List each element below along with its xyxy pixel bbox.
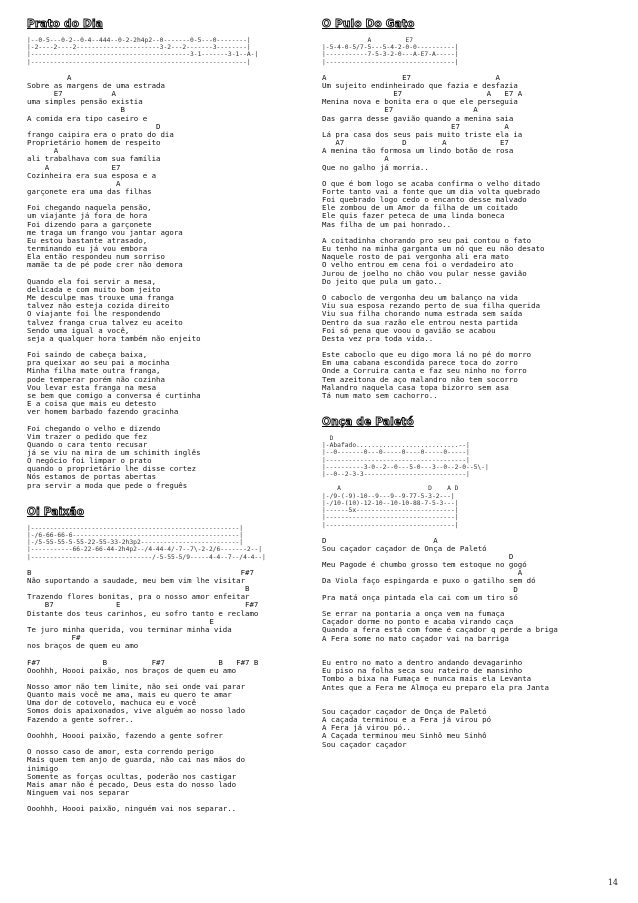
song-title-onca-de-paleto: Onça de Paletó	[322, 416, 414, 429]
left-column	[27, 18, 327, 829]
song-title-prato-do-dia: Prato do Dia	[27, 18, 104, 30]
right-column	[322, 18, 622, 765]
lyrics-onca-de-paleto: D A Sou caçador caçador de Onça de Paletó D Meu Pagode é chumbo grosso tem estoque no gogó A Da Viola faço espingarda e puxo o gatilho sem dó D Pra matá onça pintada ela cai com um tiro só Se errar na pontaria a onça vem na fumaça Caçador dorme no ponto e acaba virando caça Quando a fera está com fome é caçador q perde a briga A Fera some no mato caçador vai na barriga Eu entro no mato a dentro andando devagarinho Eu piso na folha seca sou rateiro de mansinho Tombo a bixa na Fumaça e nunca mais ela Levanta Antes que a Fera me Almoça eu preparo ela pra Janta Sou caçador caçador de Onça de Paletó A caçada terminou e a Fera já virou pó A Fera já virou pó.. A Caçada terminou meu Sinhô meu Sinhô Sou caçador caçador	[322, 536, 558, 749]
lyrics-o-pulo-do-gato: A E7 A Um sujeito endinheirado que fazia e desfazia E7 A E7 A Menina nova e bonita era o que ele perseguia E7 A Das garra desse gavião quando a menina saia E7 A Lá pra casa dos seus pais muito triste ela ia A7 D A E7 A menina tão formosa um lindo botão de rosa A Que no galho já morria.. O que é bom logo se acaba confirma o velho ditado Forte tanto vai a fonte que um dia volta quebrado Foi quebrado logo cedo o encanto desse malvado Ele zombou de um Amor da filha de um coitado Ele quis fazer peteca de uma linda boneca Mas filha de um pai honrado.. A coitadinha chorando pro seu pai contou o fato Eu tenho na minha garganta um nó que eu não desato Naquele rosto de pai vergonha ali era mato O velho entrou em cena foi o verdadeiro ato Jurou de joelho no chão vou pular nesse gavião Do jeito que pula um gato.. O caboclo de vergonha deu um balanço na vida Viu sua esposa rezando perto de sua filha querida Viu sua filha chorando numa estrada sem saída Dentro da sua razão ele entrou nesta partida Foi só pena que voou o gavião se acabou Desta vez pra toda vida.. Este caboclo que eu digo mora lá no pé do morro Em uma cabana escondida parece toca do zorro Onde a Corruira canta e faz seu ninho no forro Tem azeitona de aço malandro não tem socorro Malandro naquela casa topa bizorro sem asa Tá num mato sem cachorro..	[322, 73, 545, 400]
page-number: 14	[607, 878, 618, 887]
song-title-oi-paixao: Oi Paixão	[27, 505, 85, 518]
tablature-prato-do-dia: |--0-5---0-2--0-4--444--0-2-2h4p2--0-------0-5---0--------| |-2----2----2----------------------3-2---2-------3--------| |------------------------------------------3-1-------3-1--A-| |---------------------------------------------------------|	[27, 37, 259, 66]
lyrics-oi-paixao: B F#7 Não suportando a saudade, meu bem vim lhe visitar B Trazendo flores bonitas, pra o nosso amor enfeitar B7 E F#7 Distante dos teus carinhos, eu sofro tanto e reclamo E Te juro minha querida, vou terminar minha vida F# nos braços de quem eu amo F#7 B F#7 B F#7 B Ooohhh, Hoooi paixão, nos braços de quem eu amo Nosso amor não tem limite, não sei onde vai parar Quanto mais você me ama, mais eu quero te amar Uma dor de cotovelo, machuca eu e você Somos dois apaixonados, vive alguém ao nosso lado Fazendo a gente sofrer.. Ooohhh, Hoooi paixão, fazendo a gente sofrer O nosso caso de amor, esta correndo perigo Mais quem tem anjo de guarda, não cai nas mãos do inimigo Somente as forças ocultas, poderão nos castigar Mais amar não é pecado, Deus esta do nosso lado Ninguem vai nos separar Ooohhh, Hoooi paixão, ninguém vai nos separar..	[27, 568, 259, 814]
song-title-o-pulo-do-gato: O Pulo Do Gato	[322, 18, 415, 30]
tablature-oi-paixao: |-------------------------------------------------------| |-/6-66-66-6--------------------------------------------| |-/5-55-55-5-55-22-55-33-2h3p2--------------------------| |-----------66-22-66-44-2h4p2--/4-44-4/-7--7\-2-2/6-------2--| |--------------------------------/-5-55-5/9-----4-4--7--/4-4--|	[27, 524, 266, 561]
tablature-onca-de-paleto: D |-Abafado...........................--| |--0-------0---0-----0----0-----0-----| |-------------------------------------| |----------3-0--2--0---5-0---3--0--2-0--5\-| |--0--2-3-3---------------------------| A D A D |-/9-(-9)-10--9---9--9-77-5-3-2---| |-/10-(10)-12-10--10-10-88-7-5-3---| |------5x--------------------------| |----------------------------------| |----------------------------------|	[322, 435, 489, 529]
tablature-o-pulo-do-gato: A E7 |-5-4-0-5/7-5---5-4-2-0-0----------| |-----------7-5-3-2-0---A-E7-A-----| |----------------------------------|	[322, 37, 459, 66]
lyrics-prato-do-dia: A Sobre as margens de uma estrada E7 A uma simples pensão existia B A comida era tipo caseiro e D frango caipira era o prato do dia Proprietário homem de respeito A ali trabalhava com sua família A E7 Cozinheira era sua esposa e a A garçonete era uma das filhas Foi chegando naquela pensão, um viajante já fora de hora Foi dizendo para a garçonete me traga um frango vou jantar agora Eu estou bastante atrasado, terminando eu já vou embora Ela então respondeu num sorriso mamãe ta de pé pode crer não demora Quando ela foi servir a mesa, delicada e com muito bom jeito Me desculpe mas trouxe uma franga talvez não esteja cozida direito O viajante foi lhe respondendo talvez franga crua talvez eu aceito Sendo uma igual a você, seja a qualquer hora também não enjeito Foi saindo de cabeça baixa, pra queixar ao seu pai a mocinha Minha filha mate outra franga, pode temperar porém não cozinha Vou levar esta franga na mesa se bem que comigo a conversa é curtinha E a coisa que mais eu detesto ver homem barbado fazendo gracinha Foi chegando o velho e dizendo Vim trazer o pedido que fez Quando o cara tento recusar já se viu na mira de um schimith inglês O negócio foi limpar o prato quando o proprietário lhe disse cortez Nós estamos de portas abertas pra servir a moda que pede o freguês	[27, 73, 201, 490]
